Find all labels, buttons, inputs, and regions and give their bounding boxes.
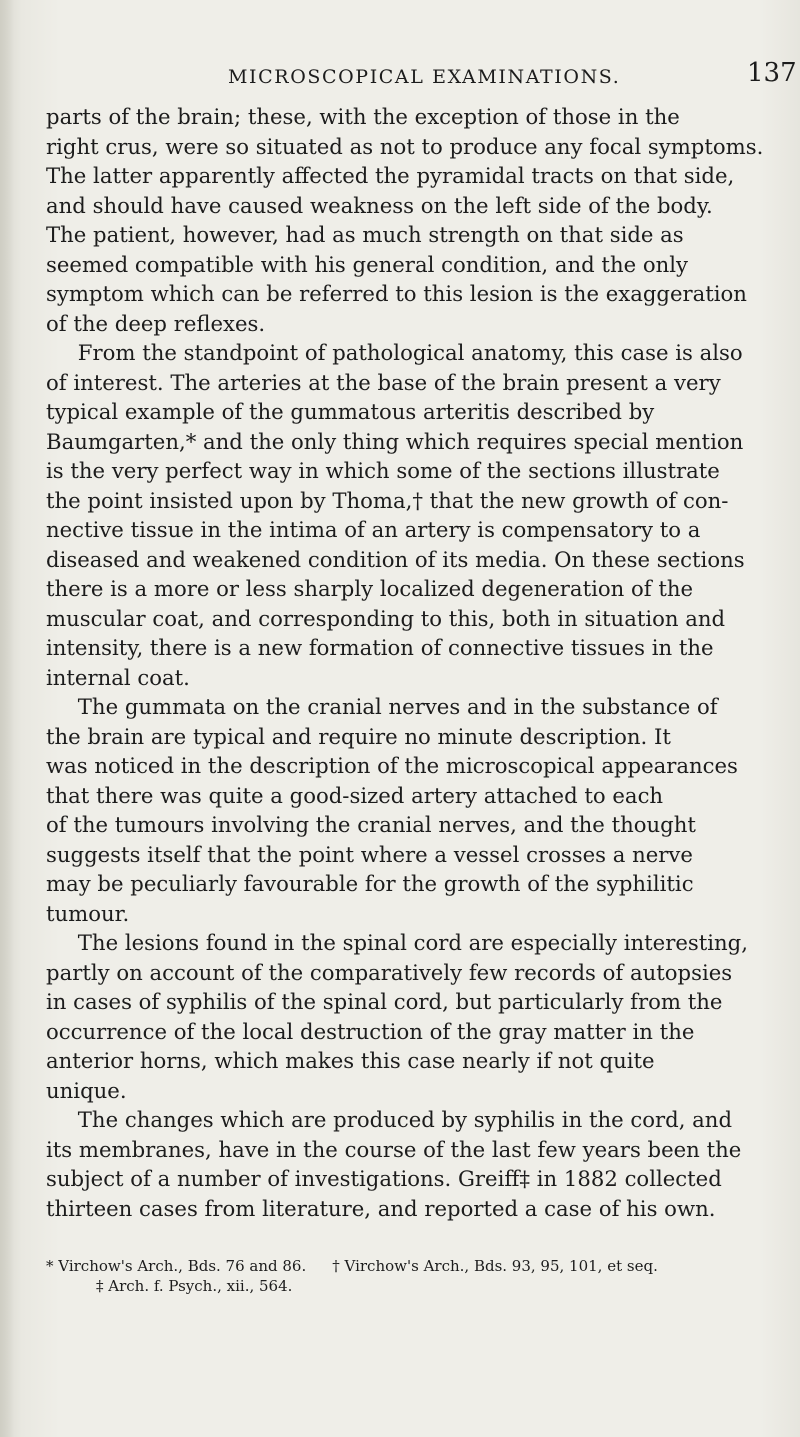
- text-line: of interest. The arteries at the base of the brain present a very: [46, 369, 721, 395]
- text-line: The latter apparently affected the pyramidal tracts on that side,: [46, 163, 735, 188]
- text-line: the point insisted upon by Thoma,† that the new growth of con-: [46, 487, 729, 513]
- text-line: diseased and weakened condition of its media. On these sections: [46, 546, 745, 572]
- footnotes: [46, 1256, 761, 1296]
- text-line: anterior horns, which makes this case nearly if not quite: [46, 1048, 655, 1073]
- text-line: is the very perfect way in which some of the sections illustrate: [46, 458, 720, 483]
- footnote-line: [46, 1256, 761, 1276]
- body-text: [46, 102, 764, 1223]
- text-line: unique.: [46, 1077, 127, 1103]
- text-line: that there was quite a good-sized artery attached to each: [46, 782, 664, 808]
- text-line: right crus, were so situated as not to produce any focal symptoms.: [46, 133, 764, 159]
- text-line: partly on account of the comparatively few records of autopsies: [46, 959, 733, 985]
- text-line: of the tumours involving the cranial nerves, and the thought: [46, 812, 696, 837]
- paragraph-1: [46, 102, 764, 338]
- page-number: 137: [747, 58, 797, 88]
- footnote-3: ‡ Arch. f. Psych., xii., 564.: [96, 1277, 293, 1295]
- page-header: [0, 58, 800, 98]
- text-line: symptom which can be referred to this lesion is the exaggeration: [46, 281, 747, 306]
- paragraph-4: [46, 928, 761, 1105]
- text-line: seemed compatible with his general condition, and the only: [46, 251, 689, 277]
- text-line: may be peculiarly favourable for the growth of the syphilitic: [46, 871, 694, 896]
- running-head: MICROSCOPICAL EXAMINATIONS.: [228, 66, 621, 88]
- text-line: The changes which are produced by syphilis in the cord, and: [77, 1107, 733, 1132]
- text-line: of the deep reflexes.: [46, 310, 266, 336]
- text-line: The lesions found in the spinal cord are especially interesting,: [77, 930, 748, 955]
- paragraph-3: [46, 692, 761, 928]
- text-line: Baumgarten,* and the only thing which requires special mention: [46, 428, 744, 454]
- text-line: its membranes, have in the course of the last few years been the: [46, 1136, 742, 1162]
- text-line: internal coat.: [46, 664, 190, 690]
- text-line: there is a more or less sharply localized degeneration of the: [46, 576, 694, 601]
- text-line: tumour.: [46, 900, 130, 926]
- paragraph-5: [46, 1105, 761, 1223]
- footnote-line: [46, 1276, 761, 1296]
- text-line: muscular coat, and corresponding to this, both in situation and: [46, 605, 726, 631]
- paragraph-2: [46, 338, 761, 692]
- text-line: From the standpoint of pathological anatomy, this case is also: [77, 340, 743, 365]
- text-line: thirteen cases from literature, and reported a case of his own.: [46, 1195, 716, 1221]
- text-line: parts of the brain; these, with the exception of those in the: [46, 104, 680, 129]
- text-line: subject of a number of investigations. Greiff‡ in 1882 collected: [46, 1166, 722, 1191]
- text-line: nective tissue in the intima of an artery is compensatory to a: [46, 517, 701, 542]
- text-line: was noticed in the description of the microscopical appearances: [46, 753, 738, 778]
- text-line: suggests itself that the point where a vessel crosses a nerve: [46, 841, 693, 867]
- footnote-1: * Virchow's Arch., Bds. 76 and 86.: [46, 1257, 307, 1275]
- text-line: The patient, however, had as much strength on that side as: [46, 222, 684, 247]
- binding-shadow: [0, 0, 14, 1437]
- text-line: occurrence of the local destruction of the gray matter in the: [46, 1018, 695, 1044]
- text-line: the brain are typical and require no minute description. It: [46, 723, 671, 749]
- text-line: The gummata on the cranial nerves and in the substance of: [77, 694, 718, 719]
- text-line: in cases of syphilis of the spinal cord, but particularly from the: [46, 989, 723, 1014]
- text-line: typical example of the gummatous arteritis described by: [46, 399, 655, 424]
- text-line: intensity, there is a new formation of connective tissues in the: [46, 635, 714, 660]
- footnote-2: † Virchow's Arch., Bds. 93, 95, 101, et seq.: [332, 1257, 658, 1275]
- text-line: and should have caused weakness on the left side of the body.: [46, 192, 713, 218]
